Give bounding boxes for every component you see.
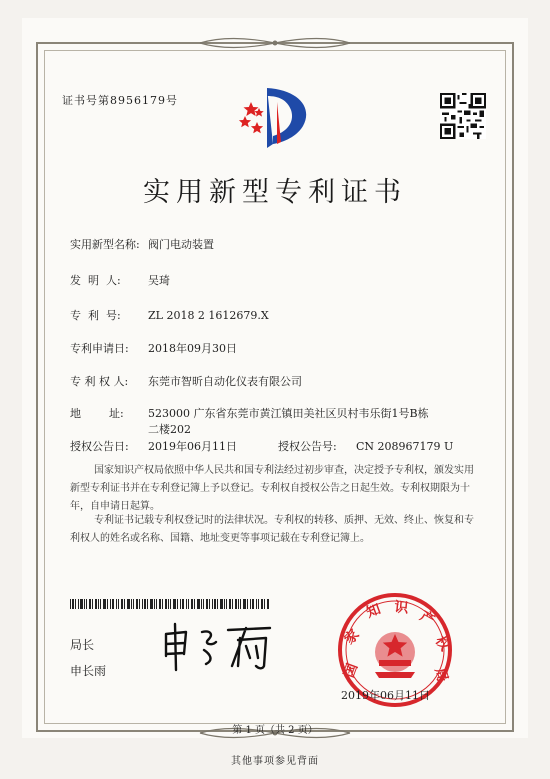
page-number: 第 1 页（共 2 页）	[232, 725, 318, 736]
statement-line: 利权人的姓名或名称、国籍、地址变更等事项记载在专利登记簿上。	[70, 533, 370, 544]
statement-paragraph-2	[70, 512, 490, 548]
svg-text:识: 识	[393, 599, 410, 617]
field-patent-number	[70, 307, 269, 323]
field-value: 东莞市智昕自动化仪表有限公司	[148, 375, 302, 388]
field-label: 授权公告日:	[70, 440, 129, 453]
field-inventor	[70, 272, 170, 288]
svg-text:局: 局	[431, 666, 451, 684]
certificate-title: 实用新型专利证书	[143, 177, 407, 208]
field-utility-model-name	[70, 236, 214, 252]
field-label: 授权公告号:	[278, 440, 337, 453]
field-label: 专 利 号:	[70, 309, 121, 322]
svg-text:家: 家	[341, 626, 363, 648]
director-signature	[158, 616, 278, 676]
svg-text:知: 知	[364, 601, 383, 622]
field-application-date	[70, 340, 237, 356]
field-label: 发 明 人:	[70, 274, 121, 287]
statement-line: 专利证书记载专利权登记时的法律状况。专利权的转移、质押、无效、终止、恢复和专	[94, 515, 474, 526]
field-grant-number	[278, 438, 453, 454]
top-ornament	[190, 36, 360, 50]
field-value: 阀门电动装置	[148, 238, 214, 251]
field-value: 2019年06月11日	[148, 440, 237, 453]
director-title: 局长	[70, 638, 95, 652]
statement-line: 年，自申请日起算。	[70, 501, 160, 512]
svg-text:产: 产	[416, 608, 438, 629]
field-label: 地 址:	[70, 407, 124, 420]
statement-line: 国家知识产权局依照中华人民共和国专利法经过初步审查，决定授予专利权，颁发实用	[94, 465, 474, 476]
field-address	[70, 405, 429, 421]
field-value: 2018年09月30日	[148, 342, 237, 355]
statement-line: 新型专利证书并在专利登记簿上予以登记。专利权自授权公告之日起生效。专利权期限为十	[70, 483, 470, 494]
field-patentee	[70, 373, 302, 389]
field-value: 523000 广东省东莞市黄江镇田美社区贝村韦乐街1号B栋	[148, 407, 429, 420]
field-grant-date	[70, 438, 237, 454]
barcode	[70, 599, 270, 609]
seal-date: 2019年06月11日	[341, 689, 430, 702]
field-value: 吴琦	[148, 274, 170, 287]
certificate-number: 证书号第8956179号	[62, 94, 178, 107]
cnipa-emblem	[237, 82, 319, 154]
svg-text:国: 国	[341, 661, 362, 680]
svg-text:权: 权	[431, 633, 453, 655]
field-label: 专利申请日:	[70, 342, 129, 355]
field-address-line2: 二楼202	[148, 423, 191, 436]
statement-paragraph-1	[70, 462, 490, 516]
field-label: 专 利 权 人:	[70, 375, 129, 388]
field-value: CN 208967179 U	[356, 440, 454, 453]
footer-note: 其他事项参见背面	[231, 756, 319, 767]
field-value: ZL 2018 2 1612679.X	[148, 309, 269, 322]
qr-code	[440, 92, 486, 140]
field-label: 实用新型名称:	[70, 238, 140, 251]
director-name: 申长雨	[70, 664, 107, 678]
